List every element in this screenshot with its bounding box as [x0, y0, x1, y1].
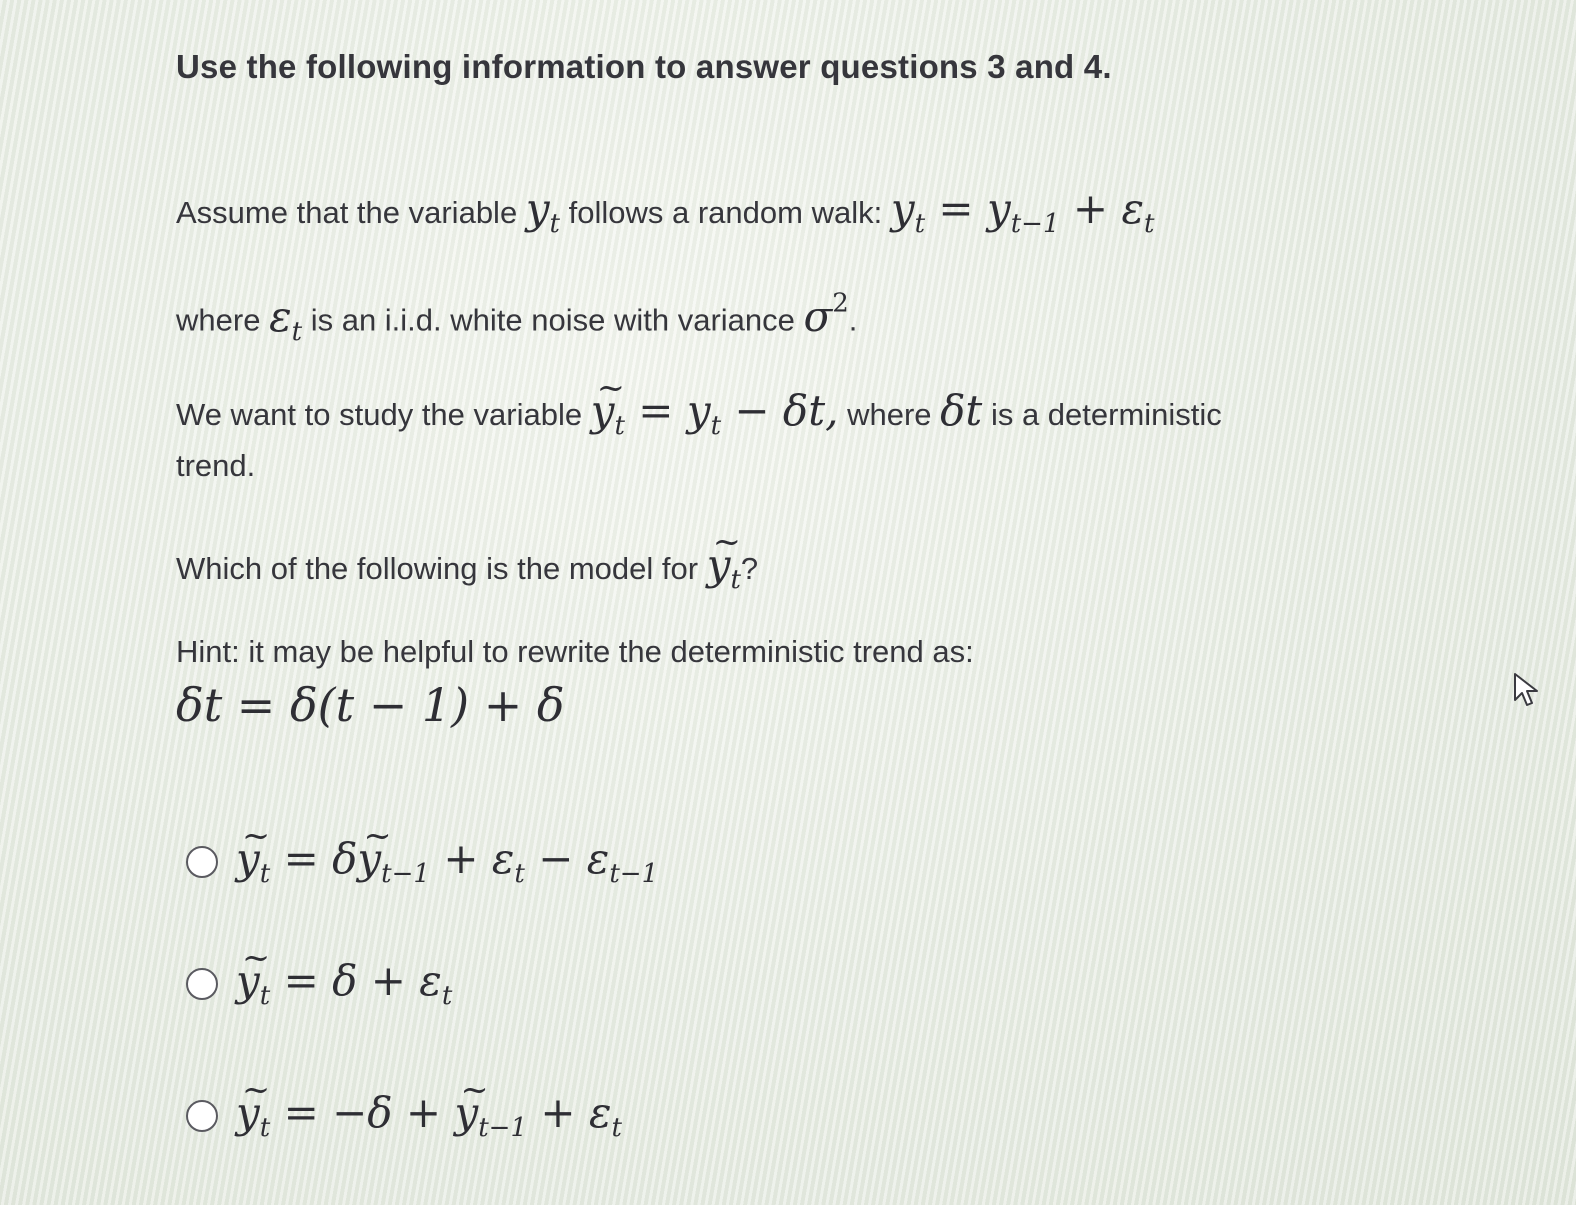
question-variable: ~ $y_t$: [707, 540, 741, 589]
answer-option-3-formula: ~ $y_t = -\delta$ + ~ $y_{t-1} + \varepsilon_t$: [236, 1088, 622, 1143]
study-text-after: is a deterministic: [990, 397, 1222, 432]
study-paragraph: [176, 386, 1222, 441]
where-text-before: where: [176, 302, 261, 338]
study-text-before: We want to study the variable: [176, 397, 583, 432]
radio-button-icon[interactable]: [186, 1100, 218, 1132]
variance-sigma: $\sigma^2$: [803, 288, 849, 341]
detrended-equation: ~ $y_t = y_t - \delta t$,: [591, 386, 839, 435]
study-text-line2: trend.: [176, 448, 256, 483]
answer-option-2[interactable]: [186, 956, 452, 1011]
where-period: .: [848, 302, 858, 338]
epsilon-variable: $\varepsilon_t$: [269, 291, 303, 347]
deterministic-trend-symbol: δt: [940, 386, 983, 435]
hint-formula: δt = δ(t − 1) + δ: [176, 678, 565, 732]
question-paragraph: [176, 540, 758, 595]
question-mark: ?: [740, 551, 759, 586]
mouse-pointer-icon: [1512, 672, 1540, 708]
question-heading: Use the following information to answer questions 3 and 4.: [176, 48, 1112, 85]
answer-option-2-formula: ~ $y_t = \delta + \varepsilon_t$: [236, 956, 452, 1011]
question-text: Which of the following is the model for: [176, 551, 699, 586]
radio-button-icon[interactable]: [186, 846, 218, 878]
where-text-after: is an i.i.d. white noise with variance: [310, 302, 795, 338]
answer-option-1[interactable]: [186, 834, 658, 889]
answer-option-3[interactable]: [186, 1088, 622, 1143]
answer-option-1-formula: ~ $y_t$ = δ~ $y_{t-1} + \varepsilon_t - \varepsilon_{t-1}$: [236, 834, 658, 889]
where-paragraph: [176, 288, 857, 347]
assume-variable: $y_t$: [525, 184, 561, 240]
assume-paragraph: [176, 184, 1154, 239]
assume-text-middle: follows a random walk:: [568, 195, 883, 230]
random-walk-equation: $y_t = y_{t-1} + \varepsilon_t$: [890, 184, 1155, 240]
hint-text: Hint: it may be helpful to rewrite the deterministic trend as:: [176, 634, 974, 669]
assume-text-before: Assume that the variable: [176, 195, 518, 230]
radio-button-icon[interactable]: [186, 968, 218, 1000]
study-text-where: where: [847, 397, 932, 432]
